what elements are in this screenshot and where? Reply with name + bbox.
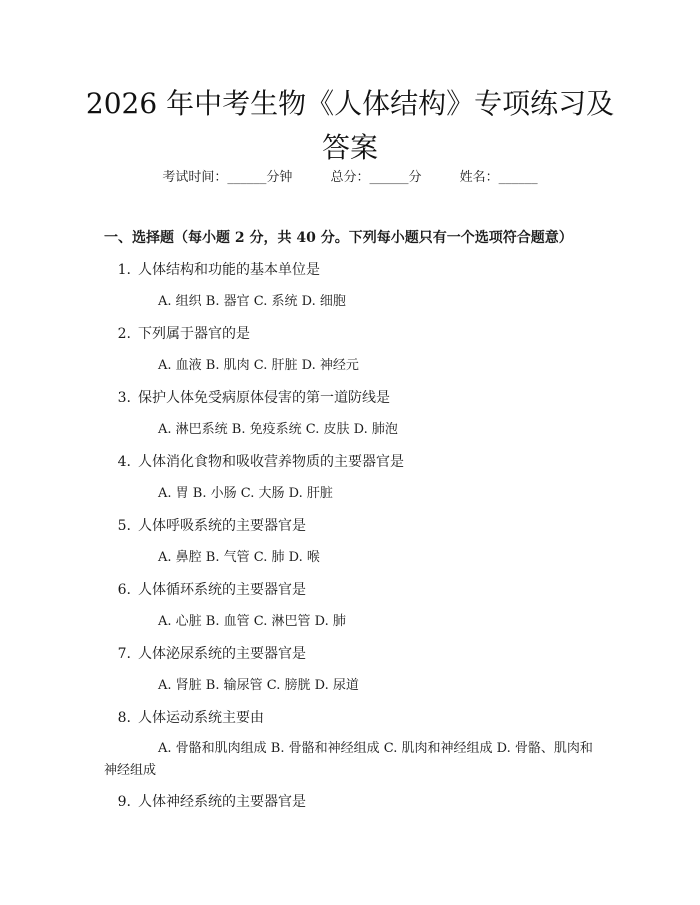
question-stem: 人体运动系统主要由 — [138, 710, 264, 726]
question-2-options: A. 血液 B. 肌肉 C. 肝脏 D. 神经元 — [158, 358, 359, 373]
exam-time: 考试时间：______分钟 — [162, 170, 293, 185]
question-number: 9. — [117, 794, 131, 810]
document-title: 2026 年中考生物《人体结构》专项练习及答案 — [85, 87, 615, 164]
question-3-options: A. 淋巴系统 B. 免疫系统 C. 皮肤 D. 肺泡 — [158, 422, 398, 437]
question-number: 5. — [117, 518, 131, 534]
question-stem: 人体消化食物和吸收营养物质的主要器官是 — [138, 454, 404, 470]
question-number: 1. — [117, 262, 131, 278]
question-number: 3. — [117, 390, 131, 406]
question-stem: 人体呼吸系统的主要器官是 — [138, 518, 306, 534]
question-number: 6. — [117, 582, 131, 598]
exam-info — [0, 169, 700, 187]
question-stem: 人体泌尿系统的主要器官是 — [138, 646, 306, 662]
question-5-options: A. 鼻腔 B. 气管 C. 肺 D. 喉 — [158, 550, 320, 565]
question-number: 4. — [117, 454, 131, 470]
question-4-options: A. 胃 B. 小肠 C. 大肠 D. 肝脏 — [158, 486, 333, 501]
question-number: 7. — [117, 646, 131, 662]
total-score: 总分：______分 — [330, 170, 422, 185]
section-heading: 一、选择题（每小题 2 分，共 40 分。下列每小题只有一个选项符合题意） — [104, 230, 573, 246]
question-stem: 下列属于器官的是 — [138, 326, 250, 342]
question-1-options: A. 组织 B. 器官 C. 系统 D. 细胞 — [158, 294, 346, 309]
question-stem: 保护人体免受病原体侵害的第一道防线是 — [138, 390, 390, 406]
question-stem: 人体神经系统的主要器官是 — [138, 794, 306, 810]
question-stem: 人体结构和功能的基本单位是 — [138, 262, 320, 278]
question-7-options: A. 肾脏 B. 输尿管 C. 膀胱 D. 尿道 — [158, 678, 359, 693]
question-number: 8. — [117, 710, 131, 726]
question-6-options: A. 心脏 B. 血管 C. 淋巴管 D. 肺 — [158, 614, 346, 629]
question-8-options: A. 骨骼和肌肉组成 B. 骨骼和神经组成 C. 肌肉和神经组成 D. 骨骼、肌肉和神经组成 — [104, 741, 593, 778]
question-stem: 人体循环系统的主要器官是 — [138, 582, 306, 598]
student-name: 姓名：______ — [459, 170, 538, 185]
question-number: 2. — [117, 326, 131, 342]
